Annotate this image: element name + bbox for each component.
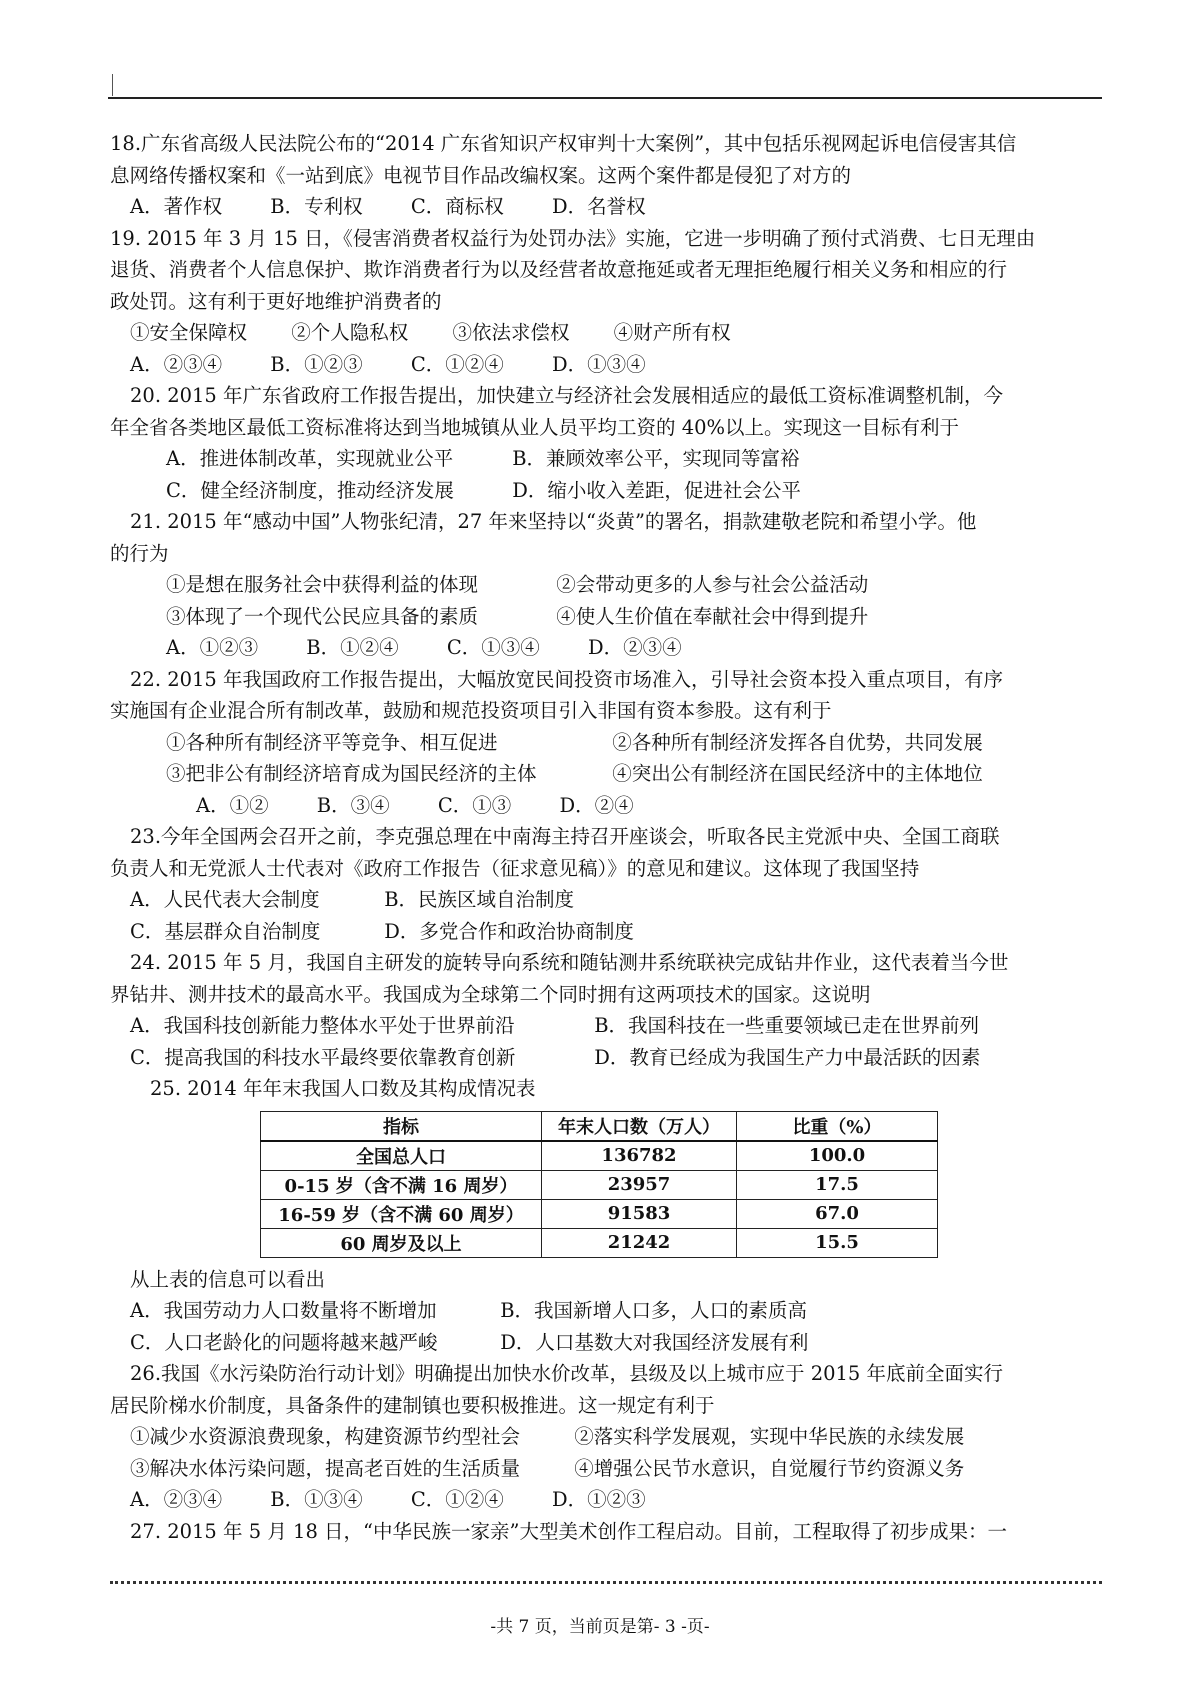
q18-option-a: A．著作权 <box>130 195 223 218</box>
q22-line-1: 22. 2015 年我国政府工作报告提出，大幅放宽民间投资市场准入，引导社会资本投入重点项目，有序 <box>130 667 1004 691</box>
table-cell: 17.5 <box>737 1170 938 1199</box>
q20-option-d: D．缩小收入差距，促进社会公平 <box>512 478 801 502</box>
q22-options <box>110 790 1102 822</box>
q18-options <box>110 191 1102 223</box>
q21-item-2: ②会带动更多的人参与社会公益活动 <box>556 573 869 596</box>
population-table <box>260 1111 938 1258</box>
q19-line-3: 政处罚。这有利于更好地维护消费者的 <box>110 289 442 313</box>
table-header-row <box>261 1111 938 1141</box>
table-cell: 21242 <box>542 1228 737 1257</box>
table-cell: 91583 <box>542 1199 737 1228</box>
q24-option-b: B．我国科技在一些重要领域已走在世界前列 <box>594 1014 980 1037</box>
q21-option-a: A．①②③ <box>166 636 259 659</box>
table-row <box>261 1141 938 1171</box>
q21-line-1: 21. 2015 年“感动中国”人物张纪清，27 年来坚持以“炎黄”的署名，捐款建敬老院和希望小学。他 <box>130 510 977 533</box>
q21-item-1: ①是想在服务社会中获得利益的体现 <box>166 573 479 596</box>
header-rule <box>108 97 1102 99</box>
q22-items-row-2 <box>110 758 1102 790</box>
q22-items-row-1 <box>110 727 1102 759</box>
q26-line-1: 26.我国《水污染防治行动计划》明确提出加快水价改革，县级及以上城市应于 2015 年底前全面实行 <box>130 1362 1004 1385</box>
table-row <box>261 1228 938 1257</box>
q21-option-d: D．②③④ <box>587 636 682 659</box>
table-header-cell: 比重（%） <box>737 1111 938 1141</box>
q24-option-a: A．我国科技创新能力整体水平处于世界前沿 <box>130 1014 515 1037</box>
q26-items-row-2 <box>110 1453 1102 1485</box>
q26-items-row-1 <box>110 1421 1102 1453</box>
q20-option-a: A．推进体制改革，实现就业公平 <box>166 447 454 470</box>
q19-option-b: B．①②③ <box>270 352 363 376</box>
q19-option-c: C．①②④ <box>410 352 504 376</box>
table-cell: 0-15 岁（含不满 16 周岁） <box>261 1170 542 1199</box>
q22-item-3: ③把非公有制经济培育成为国民经济的主体 <box>166 762 537 785</box>
q27-line-1: 27. 2015 年 5 月 18 日，“中华民族一家亲”大型美术创作工程启动。目前，工程取得了初步成果：一 <box>130 1519 1007 1543</box>
q24-line-2: 界钻井、测井技术的最高水平。我国成为全球第二个同时拥有这两项技术的国家。这说明 <box>110 982 871 1006</box>
q19-option-d: D．①③④ <box>551 352 646 376</box>
corner-mark <box>112 74 113 96</box>
table-header-cell: 年末人口数（万人） <box>542 1111 737 1141</box>
q21-item-3: ③体现了一个现代公民应具备的素质 <box>166 604 479 628</box>
table-row <box>261 1199 938 1228</box>
q26-item-2: ②落实科学发展观，实现中华民族的永续发展 <box>574 1425 965 1448</box>
q23-option-b: B．民族区域自治制度 <box>384 888 575 911</box>
q21-option-c: C．①③④ <box>446 636 540 659</box>
q22-line-2: 实施国有企业混合所有制改革，鼓励和规范投资项目引入非国有资本参股。这有利于 <box>110 699 832 722</box>
q24-option-c: C．提高我国的科技水平最终要依靠教育创新 <box>130 1045 516 1069</box>
q23-line-2: 负责人和无党派人士代表对《政府工作报告（征求意见稿）》的意见和建议。这体现了我国坚持 <box>110 856 920 880</box>
q26-item-1: ①减少水资源浪费现象，构建资源节约型社会 <box>130 1425 521 1448</box>
q21-options <box>110 632 1102 664</box>
q21-items-row-1 <box>110 569 1102 601</box>
table-header-cell: 指标 <box>261 1111 542 1141</box>
questions-body <box>110 128 1102 1547</box>
table-cell: 136782 <box>542 1141 737 1171</box>
q22-option-a: A．①② <box>196 793 269 817</box>
table-row <box>261 1170 938 1199</box>
q19-item-1: ①安全保障权 <box>130 321 248 344</box>
q24-option-d: D．教育已经成为我国生产力中最活跃的因素 <box>594 1045 981 1069</box>
q26-item-4: ④增强公民节水意识，自觉履行节约资源义务 <box>574 1456 965 1480</box>
q25-option-c: C．人口老龄化的问题将越来越严峻 <box>130 1330 438 1354</box>
q19-line-1: 19. 2015 年 3 月 15 日，《侵害消费者权益行为处罚办法》实施，它进一步明确了预付式消费、七日无理由 <box>110 226 1036 250</box>
q25-options-row-2 <box>110 1327 1102 1359</box>
q25-line-1: 25. 2014 年年末我国人口数及其构成情况表 <box>150 1077 536 1100</box>
q19-option-a: A．②③④ <box>130 352 223 376</box>
q22-item-4: ④突出公有制经济在国民经济中的主体地位 <box>612 762 983 785</box>
q19-item-4: ④财产所有权 <box>613 321 731 344</box>
q24-options-row-2 <box>110 1042 1102 1074</box>
q22-option-d: D．②④ <box>559 793 634 817</box>
q21-option-b: B．①②④ <box>306 636 399 659</box>
footer-dotted-rule <box>110 1581 1102 1584</box>
q25-options-row-1 <box>110 1295 1102 1327</box>
q19-item-3: ③依法求偿权 <box>452 321 570 344</box>
q22-option-b: B．③④ <box>316 793 390 817</box>
q24-options-row-1 <box>110 1010 1102 1042</box>
q25-option-a: A．我国劳动力人口数量将不断增加 <box>130 1299 437 1322</box>
q26-option-b: B．①③④ <box>270 1488 363 1511</box>
q19-item-2: ②个人隐私权 <box>291 321 409 344</box>
q19-options <box>110 349 1102 381</box>
q24-line-1: 24. 2015 年 5 月，我国自主研发的旋转导向系统和随钻测井系统联袂完成钻井作业，这代表着当今世 <box>130 951 1009 974</box>
q23-option-d: D．多党合作和政治协商制度 <box>384 919 634 943</box>
q26-option-a: A．②③④ <box>130 1488 223 1511</box>
q25-line-2: 从上表的信息可以看出 <box>130 1267 326 1291</box>
q21-line-2: 的行为 <box>110 541 169 565</box>
q23-option-a: A．人民代表大会制度 <box>130 888 320 911</box>
q25-option-d: D．人口基数大对我国经济发展有利 <box>500 1330 809 1354</box>
q23-line-1: 23.今年全国两会召开之前，李克强总理在中南海主持召开座谈会，听取各民主党派中央、全国工商联 <box>130 825 1000 848</box>
q19-line-2: 退货、消费者个人信息保护、欺诈消费者行为以及经营者故意拖延或者无理拒绝履行相关义务和相应的行 <box>110 258 1008 281</box>
table-cell: 23957 <box>542 1170 737 1199</box>
q23-option-c: C．基层群众自治制度 <box>130 919 321 943</box>
q20-options-row-2 <box>110 475 1102 507</box>
q25-option-b: B．我国新增人口多，人口的素质高 <box>500 1299 808 1322</box>
q18-option-b: B．专利权 <box>270 195 363 218</box>
q22-option-c: C．①③ <box>437 793 512 817</box>
table-cell: 15.5 <box>737 1228 938 1257</box>
table-cell: 67.0 <box>737 1199 938 1228</box>
q21-item-4: ④使人生价值在奉献社会中得到提升 <box>556 604 869 628</box>
table-cell: 全国总人口 <box>261 1141 542 1171</box>
q26-option-c: C．①②④ <box>410 1488 504 1511</box>
q20-line-1: 20. 2015 年广东省政府工作报告提出，加快建立与经济社会发展相适应的最低工资标准调整机制，今 <box>130 384 1004 407</box>
table-cell: 60 周岁及以上 <box>261 1228 542 1257</box>
q20-option-b: B．兼顾效率公平，实现同等富裕 <box>512 447 800 470</box>
q20-line-2: 年全省各类地区最低工资标准将达到当地城镇从业人员平均工资的 40%以上。实现这一目标有利于 <box>110 415 960 439</box>
table-cell: 100.0 <box>737 1141 938 1171</box>
q18-option-c: C．商标权 <box>410 195 504 218</box>
q19-items <box>110 317 1102 349</box>
q18-line-1: 18.广东省高级人民法院公布的“2014 广东省知识产权审判十大案例”，其中包括乐视网起诉电信侵害其信 <box>110 132 1017 155</box>
q20-option-c: C．健全经济制度，推动经济发展 <box>166 478 454 502</box>
q20-options-row-1 <box>110 443 1102 475</box>
q26-option-d: D．①②③ <box>551 1488 646 1511</box>
q26-line-2: 居民阶梯水价制度，具备条件的建制镇也要积极推进。这一规定有利于 <box>110 1393 715 1417</box>
q18-option-d: D．名誉权 <box>551 195 646 218</box>
q22-item-1: ①各种所有制经济平等竞争、相互促进 <box>166 730 498 754</box>
q23-options-row-1 <box>110 884 1102 916</box>
q26-item-3: ③解决水体污染问题，提高老百姓的生活质量 <box>130 1456 521 1480</box>
q21-items-row-2 <box>110 601 1102 633</box>
q18-line-2: 息网络传播权案和《一站到底》电视节目作品改编权案。这两个案件都是侵犯了对方的 <box>110 163 852 187</box>
table-cell: 16-59 岁（含不满 60 周岁） <box>261 1199 542 1228</box>
q22-item-2: ②各种所有制经济发挥各自优势，共同发展 <box>612 730 983 754</box>
page-footer: -共 7 页，当前页是第- 3 -页- <box>490 1617 710 1637</box>
q23-options-row-2 <box>110 916 1102 948</box>
q26-options <box>110 1484 1102 1516</box>
